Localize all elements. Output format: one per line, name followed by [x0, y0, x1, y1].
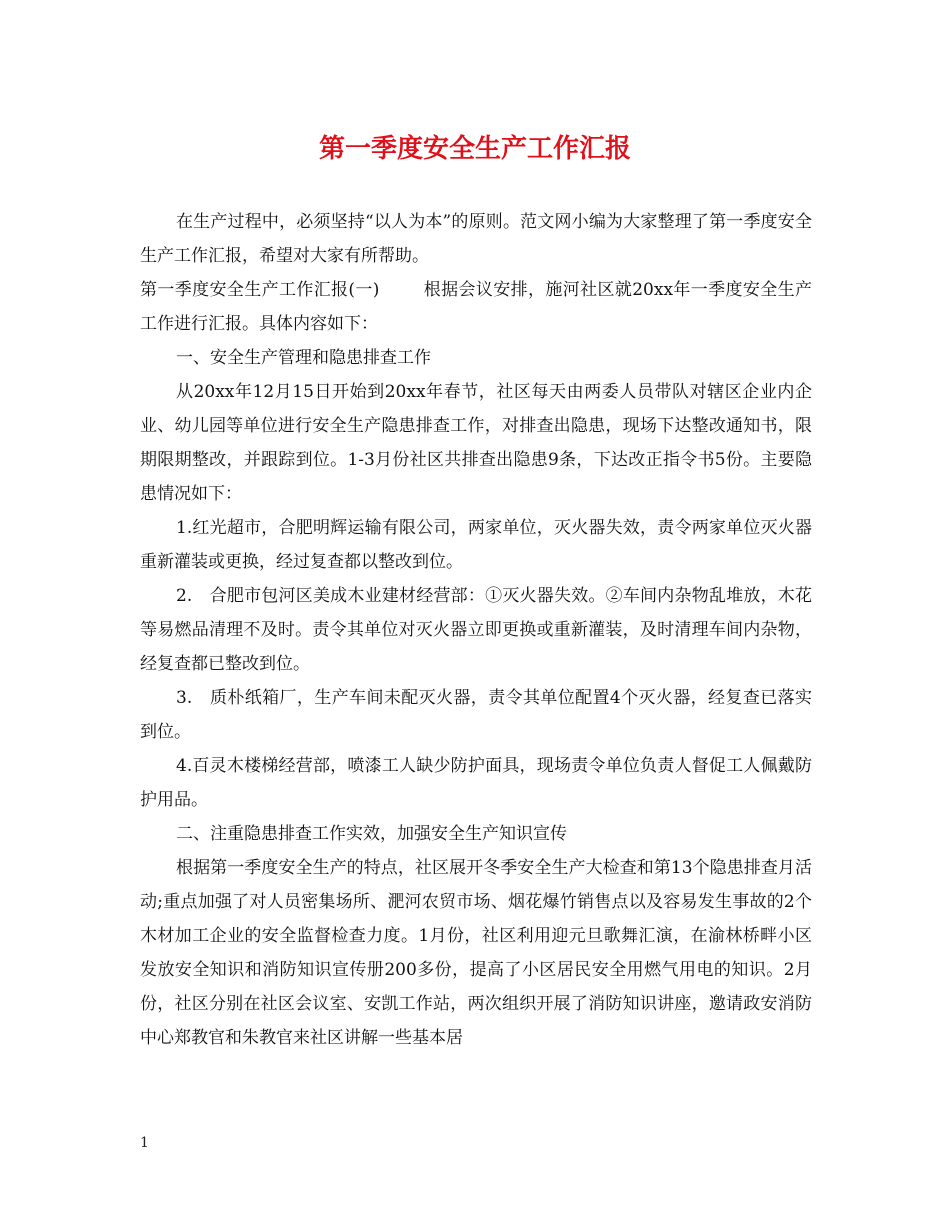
hazard-item-3: 3. 质朴纸箱厂，生产车间未配灭火器，责令其单位配置4个灭火器，经复查已落实到位。 — [140, 688, 812, 742]
section2-heading: 二、注重隐患排查工作实效，加强安全生产知识宣传 — [176, 824, 567, 844]
report-paragraph — [140, 273, 812, 341]
hazard-item-2: 2. 合肥市包河区美成木业建材经营部：①灭火器失效。②车间内杂物乱堆放，木花等易燃品清理不及时。责令其单位对灭火器立即更换或重新灌装，及时清理车间内杂物，经复查都已整改到位。 — [140, 586, 812, 674]
report-heading: 第一季度安全生产工作汇报(一) — [140, 280, 380, 300]
document-body — [140, 205, 812, 1055]
document-title: 第一季度安全生产工作汇报 — [318, 134, 631, 164]
section1-body: 从20xx年12月15日开始到20xx年春节，社区每天由两委人员带队对辖区企业内企业、幼儿园等单位进行安全生产隐患排查工作，对排查出隐患，现场下达整改通知书，限期限期整改，并跟踪到位。1-3月份社区共排查出隐患9条，下达改正指令书5份。主要隐患情况如下： — [140, 382, 812, 504]
page-number: 1 — [140, 1135, 149, 1151]
hazard-item-1: 1.红光超市，合肥明辉运输有限公司，两家单位，灭火器失效，责令两家单位灭火器重新灌装或更换，经过复查都以整改到位。 — [140, 518, 812, 572]
section1-heading: 一、安全生产管理和隐患排查工作 — [176, 348, 431, 368]
section2-body: 根据第一季度安全生产的特点，社区展开冬季安全生产大检查和第13个隐患排查月活动;重点加强了对人员密集场所、淝河农贸市场、烟花爆竹销售点以及容易发生事故的2个木材加工企业的安全监督检查力度。1月份，社区利用迎元旦歌舞汇演，在渝林桥畔小区发放安全知识和消防知识宣传册200多份，提高了小区居民安全用燃气用电的知识。2月份，社区分别在社区会议室、安凯工作站，两次组织开展了消防知识讲座，邀请政安消防中心郑教官和朱教官来社区讲解一些基本居 — [140, 858, 812, 1048]
report-intro: 根据会议安排，施河社区就20xx年一季度安全生产工作进行汇报。具体内容如下： — [140, 280, 812, 334]
hazard-item-4: 4.百灵木楼梯经营部，喷漆工人缺少防护面具，现场责令单位负责人督促工人佩戴防护用品。 — [140, 756, 812, 810]
intro-paragraph: 在生产过程中，必须坚持“以人为本”的原则。范文网小编为大家整理了第一季度安全生产工作汇报，希望对大家有所帮助。 — [140, 212, 812, 266]
